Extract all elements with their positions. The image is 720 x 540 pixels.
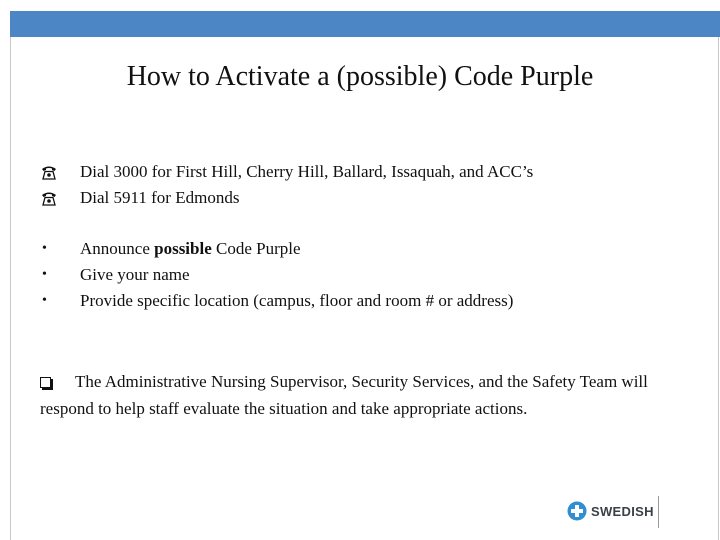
swedish-cross-icon: [567, 501, 587, 521]
response-paragraph: [40, 369, 700, 422]
slide-title: How to Activate a (possible) Code Purple: [126, 61, 594, 92]
slide-frame: [10, 37, 719, 540]
phone-icon: [40, 189, 58, 207]
checkbox-bullet-icon: [40, 377, 51, 388]
top-accent-bar: [10, 11, 720, 37]
logo-text: SWEDISH: [591, 503, 654, 519]
bullet-text-post: Code Purple: [211, 239, 301, 258]
bullet-item-text: [80, 238, 301, 260]
phone-icon: [40, 163, 58, 181]
bullet-item-text: Provide specific location (campus, floor and room # or address): [80, 291, 514, 310]
footer-divider: [658, 496, 659, 528]
phone-item-text: Dial 3000 for First Hill, Cherry Hill, Ballard, Issaquah, and ACC’s: [80, 162, 534, 181]
bullet-text-pre: Announce: [80, 239, 155, 258]
bullet-dot: •: [42, 267, 47, 282]
response-paragraph-text: The Administrative Nursing Supervisor, Security Services, and the Safety Team will respond to help staff evaluate the situation and take appropriate actions.: [40, 372, 648, 418]
phone-item-text: Dial 5911 for Edmonds: [80, 188, 240, 207]
bullet-item-text: Give your name: [80, 265, 190, 284]
bullet-text-bold: possible: [154, 239, 212, 258]
swedish-logo: [567, 499, 654, 523]
bullet-dot: •: [42, 241, 47, 256]
bullet-dot: •: [42, 293, 47, 308]
